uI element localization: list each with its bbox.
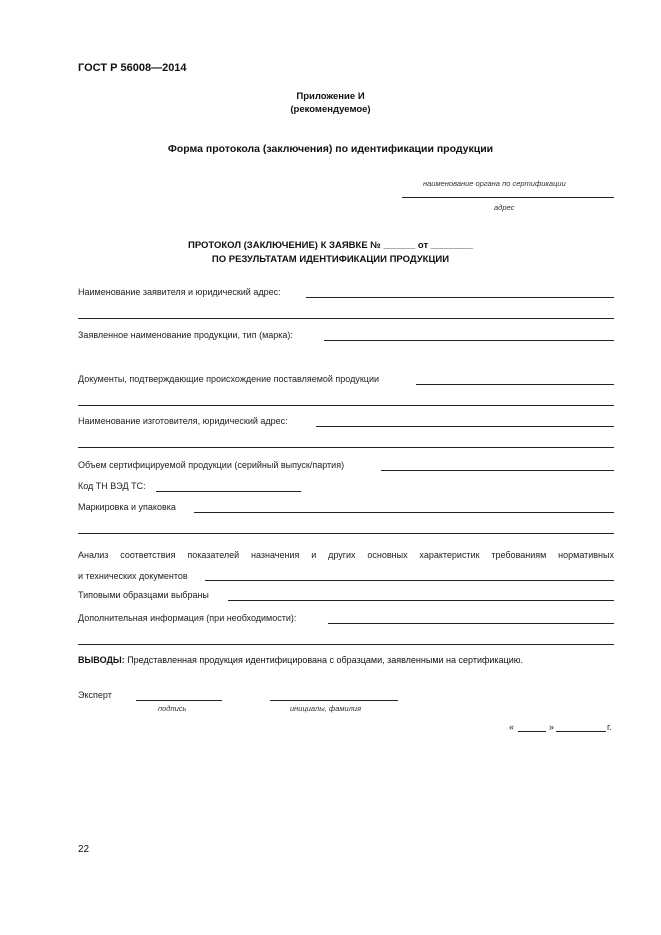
signature-caption: подпись (158, 704, 187, 713)
tnved-input[interactable] (156, 491, 301, 492)
applicant-label: Наименование заявителя и юридический адрес: (78, 287, 281, 297)
protocol-heading-line1: ПРОТОКОЛ (ЗАКЛЮЧЕНИЕ) К ЗАЯВКЕ № ______ от ________ (188, 240, 473, 251)
product-name-label: Заявленное наименование продукции, тип (марка): (78, 330, 293, 340)
samples-label: Типовыми образцами выбраны (78, 590, 209, 600)
samples-input[interactable] (228, 600, 614, 601)
analysis-label-line1: Анализ соответствия показателей назначения и других основных характеристик требованиям нормативных (78, 550, 614, 560)
documents-input-continued[interactable] (78, 405, 614, 406)
conclusion (78, 655, 523, 665)
organ-address-line[interactable] (402, 197, 614, 198)
documents-label: Документы, подтверждающие происхождение поставляемой продукции (78, 374, 380, 384)
conclusion-text: Представленная продукция идентифицирована с образцами, заявленными на сертификацию. (124, 655, 523, 665)
appendix-title: Приложение И (296, 91, 365, 102)
product-name-input[interactable] (324, 340, 614, 341)
form-title: Форма протокола (заключения) по идентификации продукции (167, 143, 494, 155)
expert-label: Эксперт (78, 690, 112, 700)
date-year-suffix: г. (607, 722, 612, 732)
additional-info-label: Дополнительная информация (при необходимости): (78, 613, 297, 623)
applicant-input-continued[interactable] (78, 318, 614, 319)
protocol-heading-line2: ПО РЕЗУЛЬТАТАМ ИДЕНТИФИКАЦИИ ПРОДУКЦИИ (211, 254, 450, 265)
volume-label: Объем сертифицируемой продукции (серийный выпуск/партия) (78, 460, 345, 470)
date-close-quote: » (549, 722, 555, 732)
manufacturer-input-continued[interactable] (78, 447, 614, 448)
document-standard-number: ГОСТ Р 56008—2014 (78, 62, 187, 74)
organ-name-caption: наименование органа по сертификации (423, 179, 566, 188)
initials-input[interactable] (270, 700, 398, 701)
documents-input[interactable] (416, 384, 614, 385)
date-day-input[interactable] (518, 731, 546, 732)
additional-info-input[interactable] (328, 623, 614, 624)
organ-address-caption: адрес (494, 203, 515, 212)
marking-input-continued[interactable] (78, 533, 614, 534)
manufacturer-input[interactable] (316, 426, 614, 427)
additional-info-input-continued[interactable] (78, 644, 614, 645)
tnved-label: Код ТН ВЭД ТС: (78, 481, 146, 491)
conclusion-label: ВЫВОДЫ: (78, 655, 125, 665)
initials-caption: инициалы, фамилия (290, 704, 362, 713)
page-number: 22 (78, 844, 90, 855)
appendix-subtitle: (рекомендуемое) (290, 104, 371, 115)
signature-input[interactable] (136, 700, 222, 701)
manufacturer-label: Наименование изготовителя, юридический адрес: (78, 416, 288, 426)
marking-input[interactable] (194, 512, 614, 513)
date-open-quote: « (509, 722, 515, 732)
analysis-input[interactable] (205, 580, 614, 581)
date-month-year-input[interactable] (556, 731, 606, 732)
analysis-label-line2: и технических документов (78, 571, 188, 581)
volume-input[interactable] (381, 470, 614, 471)
applicant-input[interactable] (306, 297, 614, 298)
marking-label: Маркировка и упаковка (78, 502, 176, 512)
